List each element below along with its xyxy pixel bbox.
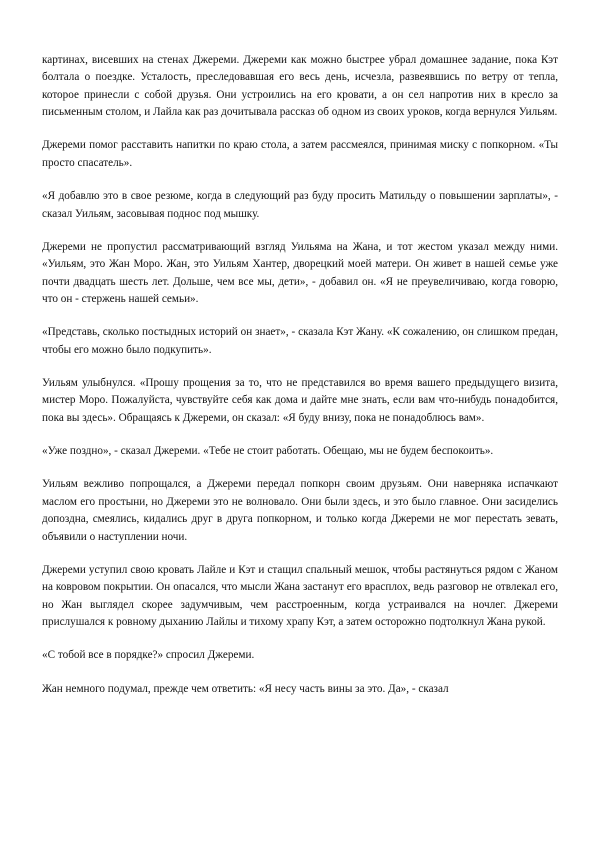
paragraph: Жан немного подумал, прежде чем ответить: «Я несу часть вины за это. Да», - сказал — [42, 682, 449, 695]
paragraph: Уильям улыбнулся. «Прошу прощения за то, что не представился во время вашего предыдущего визита, мистер Моро. Пожалуйста, чувствуйте себя как дома и дайте мне знать, если вам что-нибудь понадобится, пока вы здесь». Обращаясь к Джереми, он сказал: «Я буду внизу, пока не понадоблюсь вам». — [42, 377, 558, 424]
paragraph: Джереми не пропустил рассматривающий взгляд Уильяма на Жана, и тот жестом указал между ними. «Уильям, это Жан Моро. Жан, это Уильям Хантер, дворецкий моей матери. Он живет в нашей семье уже почти двадцать шесть лет. Дольше, чем все мы, дети», - добавил он. «Я не преувеличиваю, когда говорю, что он - стержень нашей семьи». — [42, 240, 558, 305]
paragraph: Джереми помог расставить напитки по краю стола, а затем рассмеялся, принимая миску с попкорном. «Ты просто спасатель». — [42, 139, 558, 169]
paragraph: Уильям вежливо попрощался, а Джереми передал попкорн своим друзьям. Они наверняка испачкают маслом его простыни, но Джереми это не волновало. Они были здесь, и это было главное. Они засиделись допоздна, смеялись, кидались друг в друга попкорном, и только когда Джереми не мог перестать зевать, объявили о наступлении ночи. — [42, 478, 558, 543]
paragraph: «Представь, сколько постыдных историй он знает», - сказала Кэт Жану. «К сожалению, он слишком предан, чтобы его можно было подкупить». — [42, 326, 558, 356]
paragraph: Джереми уступил свою кровать Лайле и Кэт и стащил спальный мешок, чтобы растянуться рядом с Жаном на ковровом покрытии. Он опасался, что мысли Жана застанут его врасплох, ведь разговор не отвлекал его, но Жан выглядел скорее задумчивым, чем расстроенным, когда устраивался на ночлег. Джереми прислушался к ровному дыханию Лайлы и тихому храпу Кэт, а затем осторожно подтолкнул Жана рукой. — [42, 563, 558, 628]
paragraph: «Я добавлю это в свое резюме, когда в следующий раз буду просить Матильду о повышении зарплаты», - сказал Уильям, засовывая поднос под мышку. — [42, 190, 558, 220]
paragraph: «Уже поздно», - сказал Джереми. «Тебе не стоит работать. Обещаю, мы не будем беспокоить». — [42, 445, 494, 458]
paragraph: «С тобой все в порядке?» спросил Джереми. — [42, 649, 255, 662]
document-body — [42, 52, 558, 698]
paragraph: картинах, висевших на стенах Джереми. Джереми как можно быстрее убрал домашнее задание, пока Кэт болтала о поездке. Усталость, преследовавшая его весь день, исчезла, развеявшись по ветру от тепла, которое принесли с собой друзья. Они устроились на его кровати, а он сел напротив них в кресло за письменным столом, и Лайла как раз дочитывала рассказ об одном из своих уроков, когда вернулся Уильям. — [42, 54, 558, 119]
